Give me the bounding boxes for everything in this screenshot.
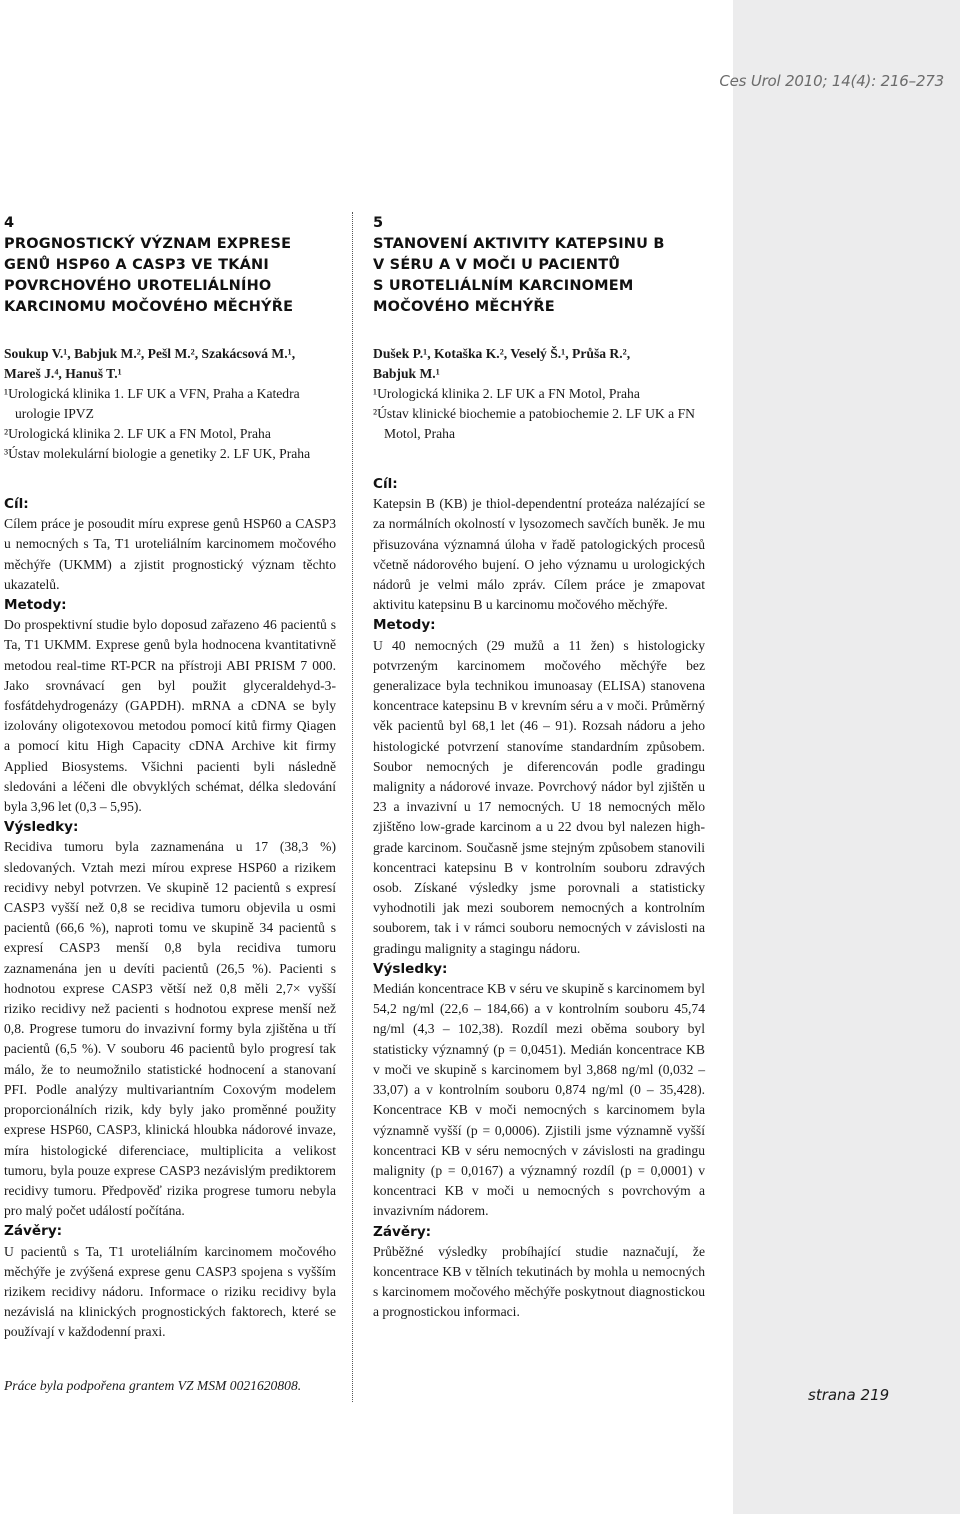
- title-line: GENŮ HSP60 A CASP3 VE TKÁNI: [4, 257, 269, 273]
- section-heading: Cíl:: [373, 476, 398, 492]
- abstract-title: [373, 234, 705, 318]
- title-line: PROGNOSTICKÝ VÝZNAM EXPRESE: [4, 236, 292, 252]
- authors-line: Babjuk M.¹: [373, 366, 440, 381]
- abstract-body: [4, 494, 336, 1343]
- authors-line: Soukup V.¹, Babjuk M.², Pešl M.², Szakácsová M.¹,: [4, 346, 296, 361]
- section-text: Recidiva tumoru byla zaznamenána u 17 (38,3 %) sledovaných. Vztah mezi mírou exprese HSP60 a rizikem recidivy nebyl potvrzen. Ve skupině 12 pacientů s expresí CASP3 vyšší než 0,8 se recidiva tumoru objevila u osmi pacientů (66,6 %), naproti tomu ve skupině 34 pacientů s expresí CASP3 menší 0,8 byla recidiva tumoru zaznamenána jen u devíti pacientů (26,5 %). Pacienti s hodnotou exprese CASP3 větší než 0,8 měli 2,7× vyšší riziko recidivy než pacienti s hodnotou exprese menší než 0,8. Progrese tumoru do invazivní formy byla zjištěna u tří pacientů (6,5 %). V souboru 46 pacientů bylo progresí tak málo, že to neumožnilo statistické hodnocení a stanovaní PFI. Podle analýzy multivariantním Coxovým modelem proporcionálních rizik, kdy byly jako proměnné použity exprese HSP60, CASP3, klinická hloubka nádorové invaze, míra histologické diferenciace, multiplicita a velikost tumoru, byla pouze exprese CASP3 nezávislým prediktorem recidivy tumoru. Předpověď rizika progrese tumoru nebyla pro malý počet událostí počítána.: [4, 839, 336, 1219]
- section-text: Do prospektivní studie bylo doposud zařazeno 46 pacientů s Ta, T1 UKMM. Exprese genů byla hodnocena kvantitativně metodou real-time RT-PCR na přístroji ABI PRISM 7 000. Jako srovnávací gen byl použit glyceraldehyd-3-fosfátdehydrogenázy (GAPDH). mRNA a cDNA se byly izolovány oligotexovou metodou pomocí kitů firmy Qiagen a pomocí kitu High Capacity cDNA Archive kit firmy Applied Biosystems. Všichni pacienti byli následně sledováni a léčeni dle obvyklých schémat, délka sledování byla 3,96 let (0,3 – 5,95).: [4, 617, 336, 815]
- affiliation: ¹Urologická klinika 1. LF UK a VFN, Praha a Katedra urologie IPVZ: [4, 386, 300, 421]
- authors-block: [4, 344, 336, 464]
- section-heading: Cíl:: [4, 496, 29, 512]
- title-line: S UROTELIÁLNÍM KARCINOMEM: [373, 278, 634, 294]
- authors-block: [373, 344, 705, 444]
- affiliation: ³Ústav molekulární biologie a genetiky 2. LF UK, Praha: [4, 446, 311, 461]
- section-heading: Metody:: [373, 617, 436, 634]
- affiliation: ²Urologická klinika 2. LF UK a FN Motol, Praha: [4, 426, 271, 441]
- journal-reference: Ces Urol 2010; 14(4): 216–273: [719, 72, 944, 90]
- side-panel: [733, 0, 960, 1514]
- section-text: Katepsin B (KB) je thiol-dependentní proteáza nalézající se za normálních okolností v lysozomech savčích buněk. Je mu přisuzována významná úloha v řadě patologických procesů včetně nádorového bujení. O jeho významu u urologických nádorů je velmi málo zpráv. Cílem práce je zmapovat aktivitu katepsinu B u karcinomu močového měchýře.: [373, 496, 705, 613]
- title-line: POVRCHOVÉHO UROTELIÁLNÍHO: [4, 278, 272, 294]
- authors-line: Mareš J.⁴, Hanuš T.¹: [4, 366, 122, 381]
- funding-note: Práce byla podpořena grantem VZ MSM 0021620808.: [4, 1378, 302, 1393]
- section-text: Průběžné výsledky probíhající studie naznačují, že koncentrace KB v tělních tekutinách by mohla u nemocných s karcinomem močového měchýře poskytnout diagnostickou a prognostickou informaci.: [373, 1243, 705, 1320]
- title-line: V SÉRU A V MOČI U PACIENTŮ: [373, 257, 621, 273]
- page-number: strana 219: [808, 1386, 890, 1404]
- section-text: U 40 nemocných (29 mužů a 11 žen) s histologicky potvrzeným karcinomem močového měchýře bez generalizace byla technikou imunoasay (ELISA) stanovena koncentrace katepsinu B v krevním séru a v moči. Průměrný věk pacientů byl 68,1 let (46 – 91). Rozsah nádoru a jeho histologické potvrzení stanovíme standardním způsobem. Soubor nemocných je diferencován podle gradingu malignity a nádorové invaze. Povrchový nádor byl zjištěn u 23 a invazivní u 17 nemocných. U 18 nemocných mělo zjištěno low-grade karcinom a u 22 dvou byl nalezen high-grade karcinom. Současně jsme stejným způsobem stanovili koncentraci katepsinu B v kontrolním souboru zdravých osob. Získané výsledky jsme porovnali a statisticky vyhodnotili jak mezi souborem nemocných a kontrolním souborem, tak i v rámci souboru nemocných v závislosti na gradingu malignity a stagingu nádoru.: [373, 637, 705, 956]
- abstract-number: 5: [373, 215, 384, 231]
- section-text: Medián koncentrace KB v séru ve skupině s karcinomem byl 54,2 ng/ml (22,6 – 184,66) a v kontrolním souboru 45,74 ng/ml (4,3 – 102,38). Rozdíl mezi oběma soubory byl statisticky významný (p = 0,0451). Medián koncentrace KB v moči ve skupině s karcinomem byl 3,868 ng/ml (0,032 – 33,07) a v kontrolním souboru 0,874 ng/ml (0 – 35,428). Koncentrace KB v moči nemocných s karcinomem byla významně vyšší (p = 0,0006). Zjistili jsme významně vyšší koncentraci KB v séru nemocných v závislosti na gradingu malignity (p = 0,0167) a významný rozdíl (p = 0,0001) v koncentraci KB v moči u nemocných s povrchovým a invazivním nádorem.: [373, 981, 705, 1219]
- affiliation: ²Ústav klinické biochemie a patobiochemie 2. LF UK a FN Motol, Praha: [373, 406, 695, 441]
- affiliation: ¹Urologická klinika 2. LF UK a FN Motol, Praha: [373, 386, 640, 401]
- abstract-5: [373, 213, 705, 1320]
- section-heading: Závěry:: [4, 1223, 63, 1240]
- section-heading: Závěry:: [373, 1223, 432, 1240]
- section-text: Cílem práce je posoudit míru exprese genů HSP60 a CASP3 u nemocných s Ta, T1 uroteliálním karcinomem močového měchýře (UKMM) a zjistit prognostický význam těchto ukazatelů.: [4, 516, 336, 592]
- column-divider: [352, 212, 353, 1402]
- abstract-4: [4, 213, 336, 1340]
- title-line: KARCINOMU MOČOVÉHO MĚCHÝŘE: [4, 299, 294, 315]
- title-line: STANOVENÍ AKTIVITY KATEPSINU B: [373, 236, 665, 252]
- section-heading: Výsledky:: [4, 819, 79, 836]
- title-line: MOČOVÉHO MĚCHÝŘE: [373, 299, 555, 315]
- section-heading: Metody:: [4, 597, 67, 614]
- section-heading: Výsledky:: [373, 960, 448, 977]
- authors-line: Dušek P.¹, Kotaška K.², Veselý Š.¹, Průša R.²,: [373, 346, 631, 361]
- abstract-number: 4: [4, 215, 15, 231]
- abstract-title: [4, 234, 336, 318]
- abstract-body: [373, 474, 705, 1323]
- section-text: U pacientů s Ta, T1 uroteliálním karcinomem močového měchýře je zvýšená exprese genu CASP3 spojena s vyšším rizikem recidivy nádoru. Informace o riziku recidivy byla nezávislá na klinických prognostických faktorech, které se používají v každodenní praxi.: [4, 1243, 336, 1340]
